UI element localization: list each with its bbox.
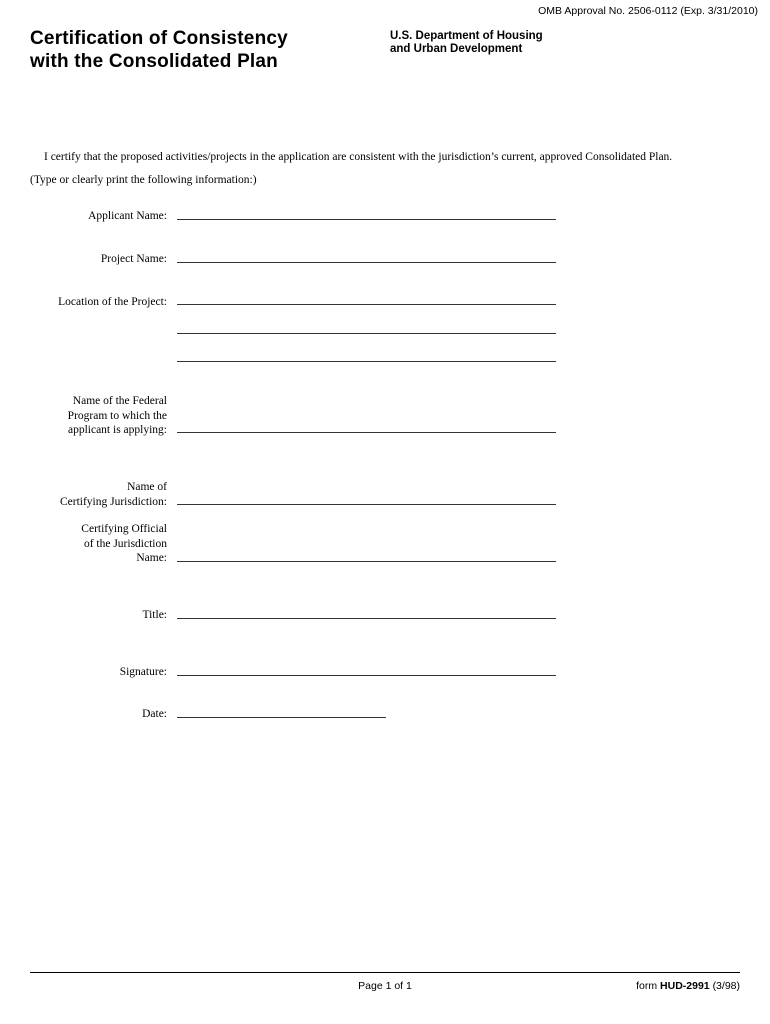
- official-name-label-line-1: Certifying Official: [81, 523, 167, 535]
- federal-program-line[interactable]: [177, 432, 556, 433]
- agency-name: [390, 30, 543, 56]
- official-name-label-line-2: of the Jurisdiction: [83, 537, 167, 550]
- form-title-line-2: with the Consolidated Plan: [30, 51, 278, 72]
- form-number: [636, 980, 740, 992]
- form-revision-date: (3/98): [712, 980, 740, 992]
- jurisdiction-label: [60, 480, 167, 509]
- official-name-label-line-3: Name:: [136, 552, 167, 564]
- form-title-line-1: Certification of Consistency: [30, 28, 288, 49]
- form-id: HUD-2991: [660, 980, 710, 992]
- jurisdiction-label-line-2: Certifying Jurisdiction:: [59, 495, 167, 508]
- date-label: Date:: [142, 708, 167, 720]
- federal-program-label: [68, 394, 167, 438]
- title-line[interactable]: [177, 618, 556, 619]
- project-name-label: Project Name:: [100, 253, 167, 265]
- federal-program-label-line-3: applicant is applying:: [67, 424, 167, 436]
- location-line-3[interactable]: [177, 361, 556, 362]
- signature-line[interactable]: [177, 675, 556, 676]
- omb-approval: OMB Approval No. 2506-0112 (Exp. 3/31/2010): [538, 5, 758, 17]
- form-prefix: form: [636, 980, 658, 992]
- date-line[interactable]: [177, 717, 386, 718]
- official-name-line[interactable]: [177, 561, 556, 562]
- instruction-text: (Type or clearly print the following information:): [30, 174, 257, 186]
- jurisdiction-label-line-1: Name of: [127, 481, 167, 493]
- form-title: [30, 27, 288, 73]
- federal-program-label-line-1: Name of the Federal: [72, 395, 167, 407]
- project-name-line[interactable]: [177, 262, 556, 263]
- location-line-1[interactable]: [177, 304, 556, 305]
- location-label: Location of the Project:: [58, 296, 167, 308]
- location-line-2[interactable]: [177, 333, 556, 334]
- agency-line-1: U.S. Department of Housing: [390, 30, 543, 42]
- applicant-name-label: Applicant Name:: [88, 210, 167, 222]
- federal-program-label-line-2: Program to which the: [67, 409, 167, 422]
- certification-statement: I certify that the proposed activities/projects in the application are consistent with the jurisdiction’s current, approved Consolidated Plan.: [44, 151, 673, 163]
- page-number: Page 1 of 1: [358, 980, 412, 992]
- footer-rule: [30, 972, 740, 973]
- signature-label: Signature:: [119, 666, 167, 678]
- applicant-name-line[interactable]: [177, 219, 556, 220]
- jurisdiction-line[interactable]: [177, 504, 556, 505]
- title-label: Title:: [142, 609, 167, 621]
- agency-line-2: and Urban Development: [390, 43, 523, 55]
- official-name-label: [81, 522, 167, 566]
